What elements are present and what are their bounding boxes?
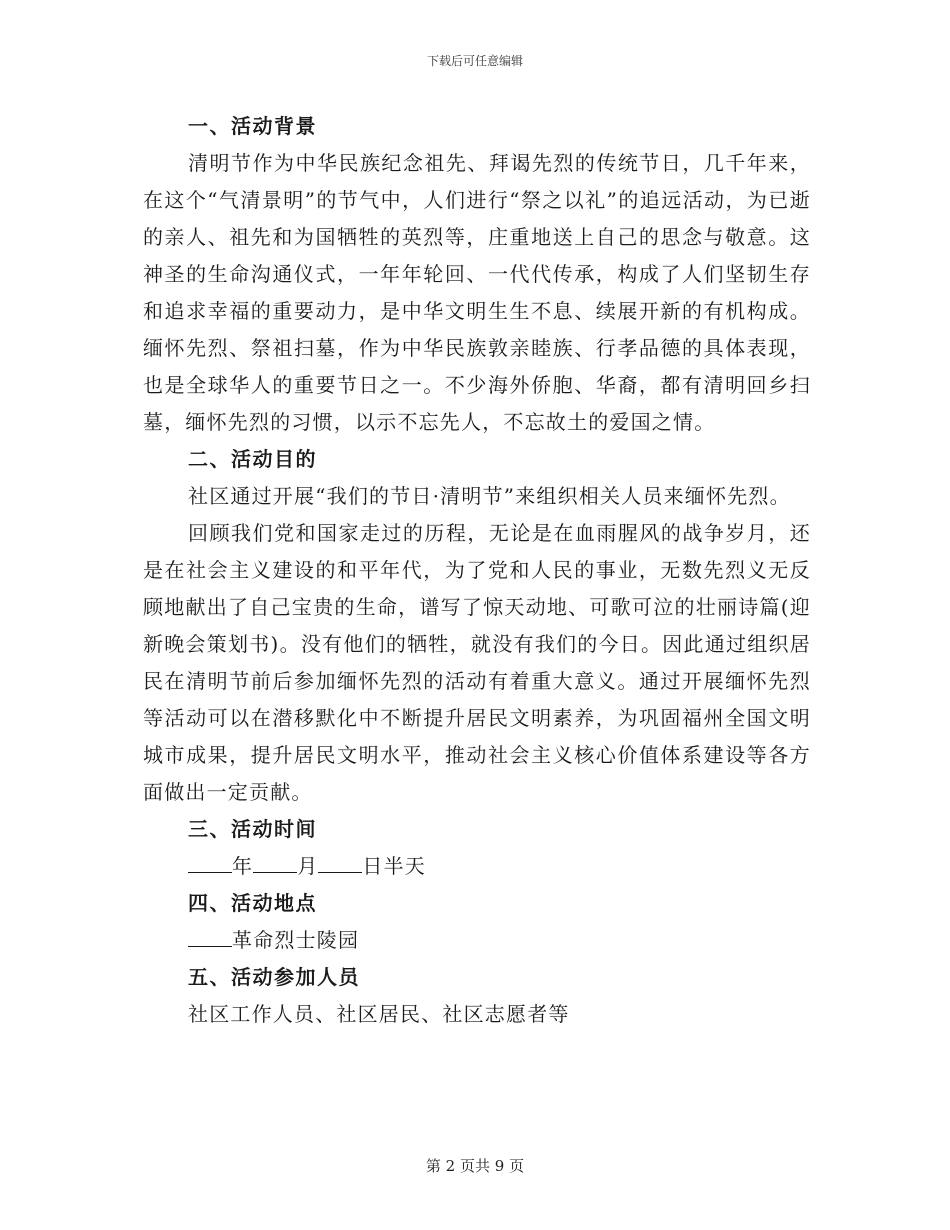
month-blank bbox=[253, 854, 297, 873]
section-heading-time: 三、活动时间 bbox=[188, 817, 317, 841]
section-heading-background: 一、活动背景 bbox=[188, 114, 317, 138]
year-blank bbox=[188, 854, 232, 873]
section-heading-place: 四、活动地点 bbox=[188, 891, 317, 915]
paragraph-participants: 社区工作人员、社区居民、社区志愿者等 bbox=[188, 1002, 570, 1026]
page-header: 下载后可任意编辑 bbox=[426, 54, 523, 68]
month-label: 月 bbox=[297, 854, 319, 878]
day-label: 日半天 bbox=[362, 854, 427, 878]
document-body bbox=[143, 108, 811, 1033]
activity-time bbox=[143, 848, 811, 885]
paragraph-background: 清明节作为中华民族纪念祖先、拜谒先烈的传统节日，几千年来，在这个“气清景明”的节气中，人们进行“祭之以礼”的追远活动，为已逝的亲人、祖先和为国牺牲的英烈等，庄重地送上自己的思念与敬意。这神圣的生命沟通仪式，一年年轮回、一代代传承，构成了人们坚韧生存和追求幸福的重要动力，是中华文明生生不息、续展开新的有机构成。缅怀先烈、祭祖扫墓，作为中华民族敦亲睦族、行孝品德的具体表现，也是全球华人的重要节日之一。不少海外侨胞、华裔，都有清明回乡扫墓，缅怀先烈的习惯，以示不忘先人，不忘故土的爱国之情。 bbox=[143, 151, 811, 434]
place-blank bbox=[188, 928, 232, 947]
paragraph-purpose-1: 社区通过开展“我们的节日·清明节”来组织相关人员来缅怀先烈。 bbox=[188, 484, 791, 508]
day-blank bbox=[318, 854, 362, 873]
year-label: 年 bbox=[232, 854, 254, 878]
paragraph-purpose-2: 回顾我们党和国家走过的历程，无论是在血雨腥风的战争岁月，还是在社会主义建设的和平年代，为了党和人民的事业，无数先烈义无反顾地献出了自己宝贵的生命，谱写了惊天动地、可歌可泣的壮丽诗篇(迎新晚会策划书)。没有他们的牺牲，就没有我们的今日。因此通过组织居民在清明节前后参加缅怀先烈的活动有着重大意义。通过开展缅怀先烈等活动可以在潜移默化中不断提升居民文明素养，为巩固福州全国文明城市成果，提升居民文明水平，推动社会主义核心价值体系建设等各方面做出一定贡献。 bbox=[143, 521, 811, 804]
page-footer: 第 2 页共 9 页 bbox=[425, 1157, 525, 1175]
section-heading-participants: 五、活动参加人员 bbox=[188, 965, 360, 989]
section-heading-purpose: 二、活动目的 bbox=[188, 447, 317, 471]
activity-place bbox=[143, 922, 811, 959]
place-label: 革命烈士陵园 bbox=[232, 928, 360, 952]
